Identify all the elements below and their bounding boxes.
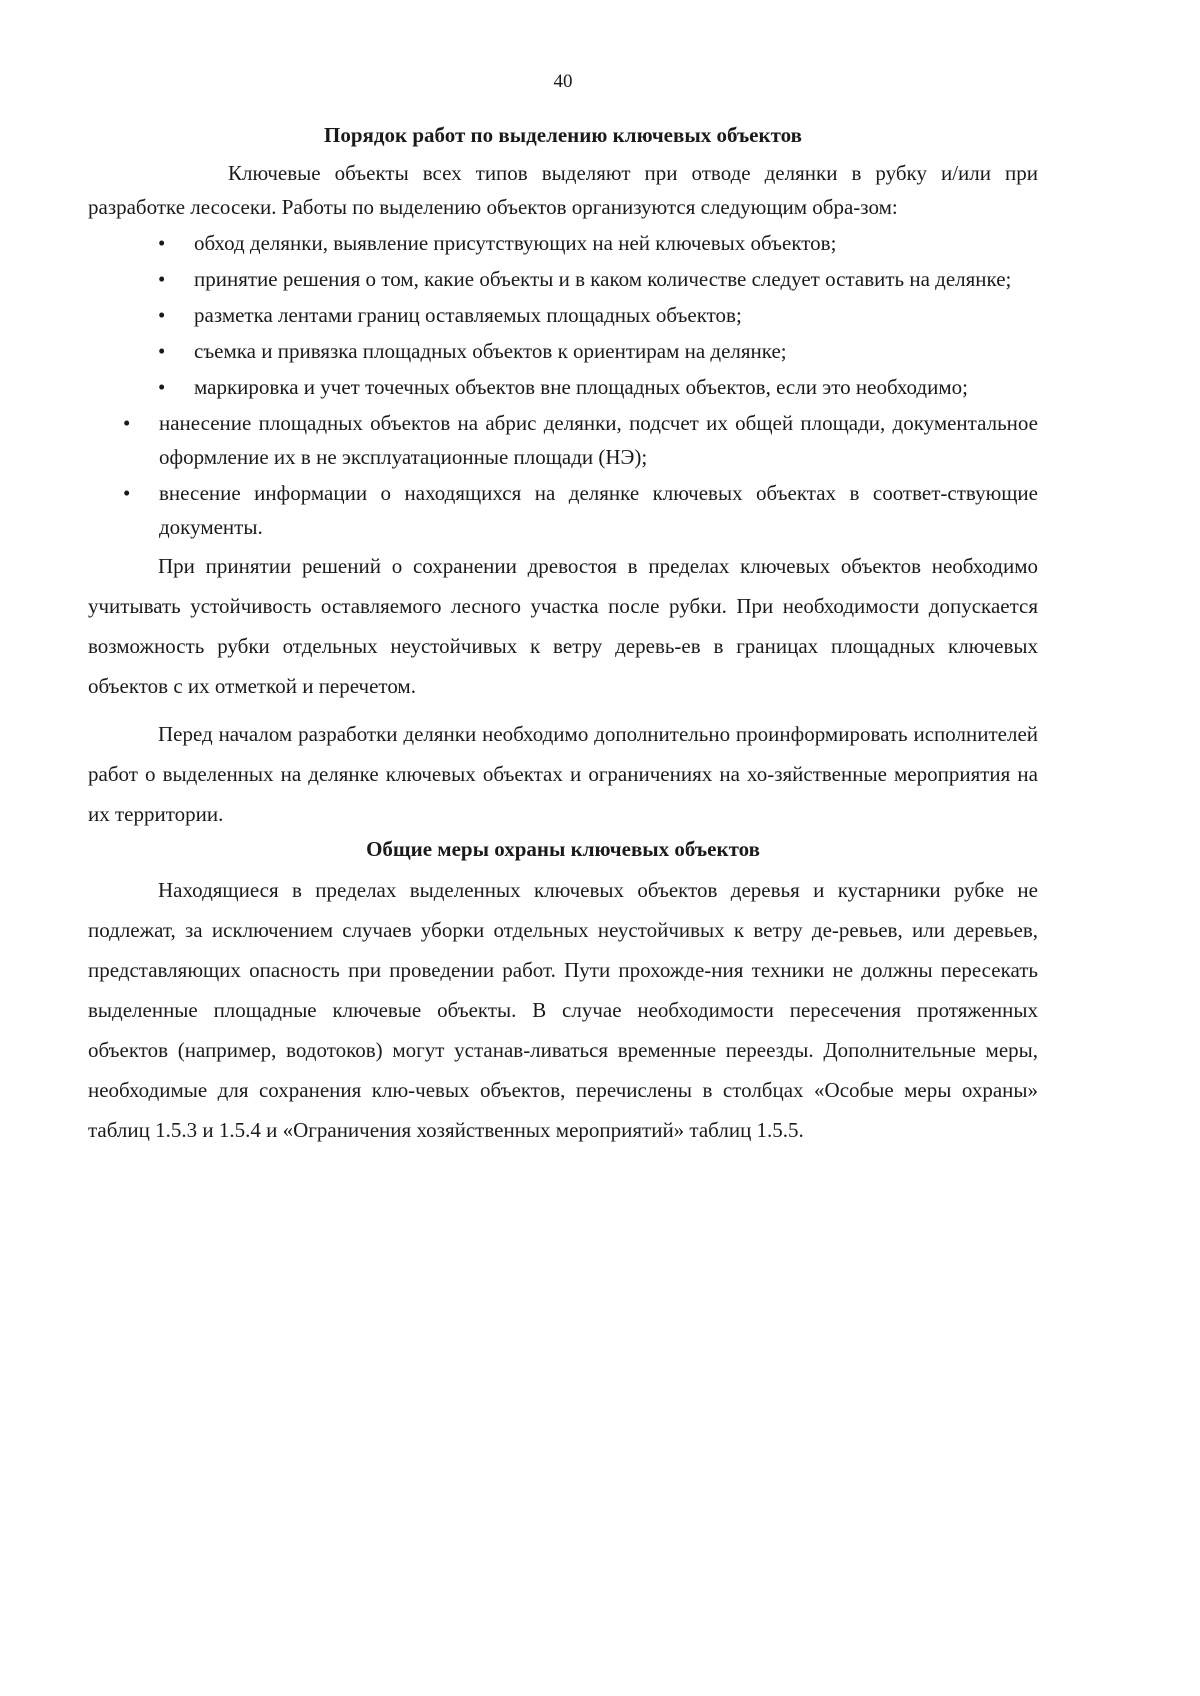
- list-item: [88, 476, 1038, 544]
- bullet-icon: •: [123, 481, 131, 505]
- section-heading: Порядок работ по выделению ключевых объектов: [324, 123, 802, 147]
- procedure-list: [88, 226, 1038, 544]
- list-item: [88, 262, 1038, 296]
- list-item-text: съемка и привязка площадных объектов к ориентирам на делянке;: [194, 339, 787, 363]
- body-paragraph: Перед началом разработки делянки необходимо дополнительно проинформировать исполнителей работ о выделенных на делянке ключевых объектах и ограничениях на хо-зяйственные мероприятия на их территории.: [88, 722, 1038, 826]
- document-page: [88, 70, 1038, 1150]
- bullet-icon: •: [158, 375, 166, 399]
- list-item: [88, 370, 1038, 404]
- list-item-text: нанесение площадных объектов на абрис делянки, подсчет их общей площади, документальное оформление их в не эксплуатационные площади (НЭ);: [159, 411, 1038, 469]
- section-heading: Общие меры охраны ключевых объектов: [366, 837, 760, 861]
- bullet-icon: •: [158, 339, 166, 363]
- paragraph-spacer: [88, 706, 1038, 714]
- list-item-text: принятие решения о том, какие объекты и в каком количестве следует оставить на делянке;: [194, 267, 1012, 291]
- bullet-icon: •: [158, 231, 166, 255]
- body-paragraph: Находящиеся в пределах выделенных ключевых объектов деревья и кустарники рубке не подлежат, за исключением случаев уборки отдельных неустойчивых к ветру де-ревьев, или деревьев, представляющих опасность при проведении работ. Пути прохожде-ния техники не должны пересекать выделенные площадные ключевые объекты. В случае необходимости пересечения протяженных объектов (например, водотоков) могут устанав-ливаться временные переезды. Дополнительные меры, необходимые для сохранения клю-чевых объектов, перечислены в столбцах «Особые меры охраны» таблиц 1.5.3 и 1.5.4 и «Ограничения хозяйственных мероприятий» таблиц 1.5.5.: [88, 878, 1038, 1142]
- section-general-protection-measures: [88, 834, 1038, 1150]
- list-item: [88, 406, 1038, 474]
- list-item-text: разметка лентами границ оставляемых площадных объектов;: [194, 303, 742, 327]
- list-item-text: маркировка и учет точечных объектов вне площадных объектов, если это необходимо;: [194, 375, 968, 399]
- bullet-icon: •: [158, 267, 166, 291]
- list-item-text: обход делянки, выявление присутствующих на ней ключевых объектов;: [194, 231, 837, 255]
- list-item: [88, 226, 1038, 260]
- body-paragraph: При принятии решений о сохранении древостоя в пределах ключевых объектов необходимо учитывать устойчивость оставляемого лесного участка после рубки. При необходимости допускается возможность рубки отдельных неустойчивых к ветру деревь-ев в границах площадных ключевых объектов с их отметкой и перечетом.: [88, 554, 1038, 698]
- bullet-icon: •: [123, 411, 131, 435]
- list-item: [88, 298, 1038, 332]
- intro-paragraph: Ключевые объекты всех типов выделяют при отводе делянки в рубку и/или при разработке лесосеки. Работы по выделению объектов организуются следующим обра-зом:: [88, 161, 1038, 219]
- section-key-objects-procedure: [88, 120, 1038, 834]
- page-number: 40: [553, 71, 573, 92]
- list-item-text: внесение информации о находящихся на делянке ключевых объектах в соответ-ствующие документы.: [159, 481, 1038, 539]
- list-item: [88, 334, 1038, 368]
- bullet-icon: •: [158, 303, 166, 327]
